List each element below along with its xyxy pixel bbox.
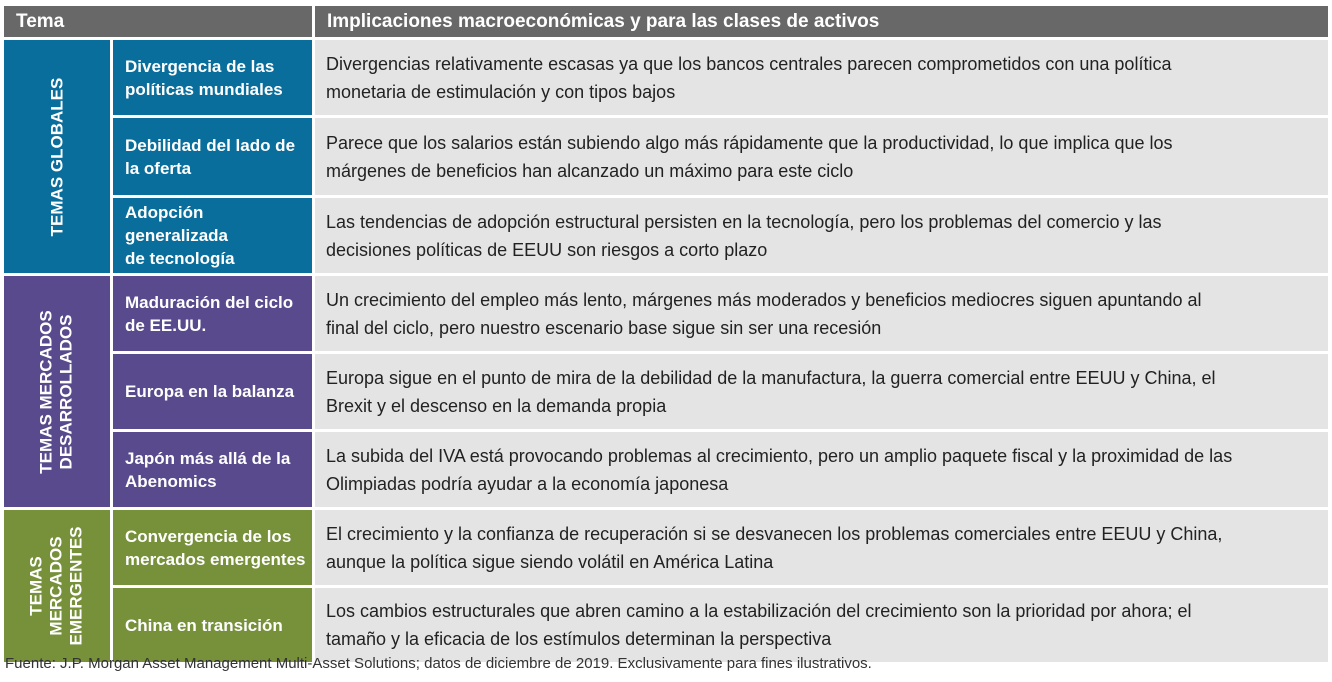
implication-line: aunque la política sigue siendo volátil en América Latina	[326, 551, 774, 572]
theme-cell	[113, 354, 312, 429]
implication-cell	[315, 432, 1328, 507]
implication-cell	[315, 354, 1328, 429]
implication-line: El crecimiento y la confianza de recuperación si se desvanecen los problemas comerciales entre EEUU y China,	[326, 523, 1223, 544]
implication-line: Un crecimiento del empleo más lento, márgenes más moderados y beneficios mediocres siguen apuntando al	[326, 289, 1202, 310]
implication-line: Divergencias relativamente escasas ya que los bancos centrales parecen comprometidos con una política	[326, 53, 1172, 74]
theme-line: Abenomics	[125, 471, 217, 491]
theme-cell	[113, 198, 312, 273]
theme-line: mercados emergentes	[125, 549, 306, 569]
theme-line: políticas mundiales	[125, 79, 283, 99]
group-label	[37, 310, 77, 473]
theme-line: Debilidad del lado de	[125, 135, 296, 155]
header-implicaciones	[315, 6, 1328, 37]
theme-cell	[113, 40, 312, 115]
implication-line: Europa sigue en el punto de mira de la debilidad de la manufactura, la guerra comercial entre EEUU y China, el	[326, 367, 1216, 388]
implication-line: Los cambios estructurales que abren camino a la estabilización del crecimiento son la prioridad por ahora; el	[326, 601, 1192, 621]
group-temas-mercados-desarrollados	[4, 276, 110, 507]
implication-line: Parece que los salarios están subiendo algo más rápidamente que la productividad, lo que implica que los	[326, 132, 1173, 153]
theme-cell	[113, 276, 312, 351]
implication-cell	[315, 40, 1328, 115]
theme-line: Maduración del ciclo	[125, 292, 294, 312]
implication-line: Olimpiadas podría ayudar a la economía japonesa	[326, 473, 729, 494]
implication-line: La subida del IVA está provocando problemas al crecimiento, pero un amplio paquete fiscal y la proximidad de las	[326, 445, 1233, 466]
source-footnote: Fuente: J.P. Morgan Asset Management Multi-Asset Solutions; datos de diciembre de 2019. Exclusivamente para fines ilustrativos.	[5, 655, 872, 672]
group-label-line: TEMAS MERCADOS	[37, 309, 56, 474]
implication-line: tamaño y la eficacia de los estímulos determinan la perspectiva	[326, 629, 832, 649]
macro-themes-table	[4, 6, 1328, 649]
implication-line: final del ciclo, pero nuestro escenario base sigue sin ser una recesión	[326, 317, 882, 338]
theme-line: la oferta	[125, 158, 192, 178]
implication-cell	[315, 198, 1328, 273]
theme-line: Adopción generalizada	[125, 203, 228, 245]
implication-cell	[315, 276, 1328, 351]
group-label-line: EMERGENTES	[67, 526, 86, 646]
theme-line: Japón más allá de la	[125, 448, 291, 468]
header-tema	[4, 6, 312, 37]
group-label: TEMAS GLOBALES	[47, 77, 67, 236]
implication-line: monetaria de estimulación y con tipos bajos	[326, 81, 676, 102]
implication-line: decisiones políticas de EEUU son riesgos a corto plazo	[326, 239, 768, 260]
group-label-line: TEMAS	[27, 556, 46, 616]
theme-line: Europa en la balanza	[125, 382, 295, 401]
implication-cell	[315, 510, 1328, 585]
theme-line: China en transición	[125, 615, 283, 635]
theme-line: Divergencia de las	[125, 56, 275, 76]
group-temas-mercados-emergentes	[4, 510, 110, 662]
implication-line: Las tendencias de adopción estructural persisten en la tecnología, pero los problemas del comercio y las	[326, 211, 1162, 232]
theme-cell	[113, 118, 312, 195]
group-label	[27, 526, 87, 645]
implication-line: Brexit y el descenso en la demanda propia	[326, 395, 667, 416]
theme-line: de tecnología	[125, 249, 235, 268]
implication-cell	[315, 588, 1328, 662]
theme-cell	[113, 510, 312, 585]
header-tema-label: Tema	[16, 10, 65, 32]
theme-cell	[113, 432, 312, 507]
theme-line: de EE.UU.	[125, 315, 207, 335]
theme-line: Convergencia de los	[125, 526, 292, 546]
group-temas-globales	[4, 40, 110, 273]
theme-cell	[113, 588, 312, 662]
header-implicaciones-label: Implicaciones macroeconómicas y para las clases de activos	[327, 10, 880, 32]
group-label-line: DESARROLLADOS	[57, 314, 76, 469]
implication-line: márgenes de beneficios han alcanzado un máximo para este ciclo	[326, 160, 854, 181]
group-label-line: MERCADOS	[47, 536, 66, 636]
implication-cell	[315, 118, 1328, 195]
